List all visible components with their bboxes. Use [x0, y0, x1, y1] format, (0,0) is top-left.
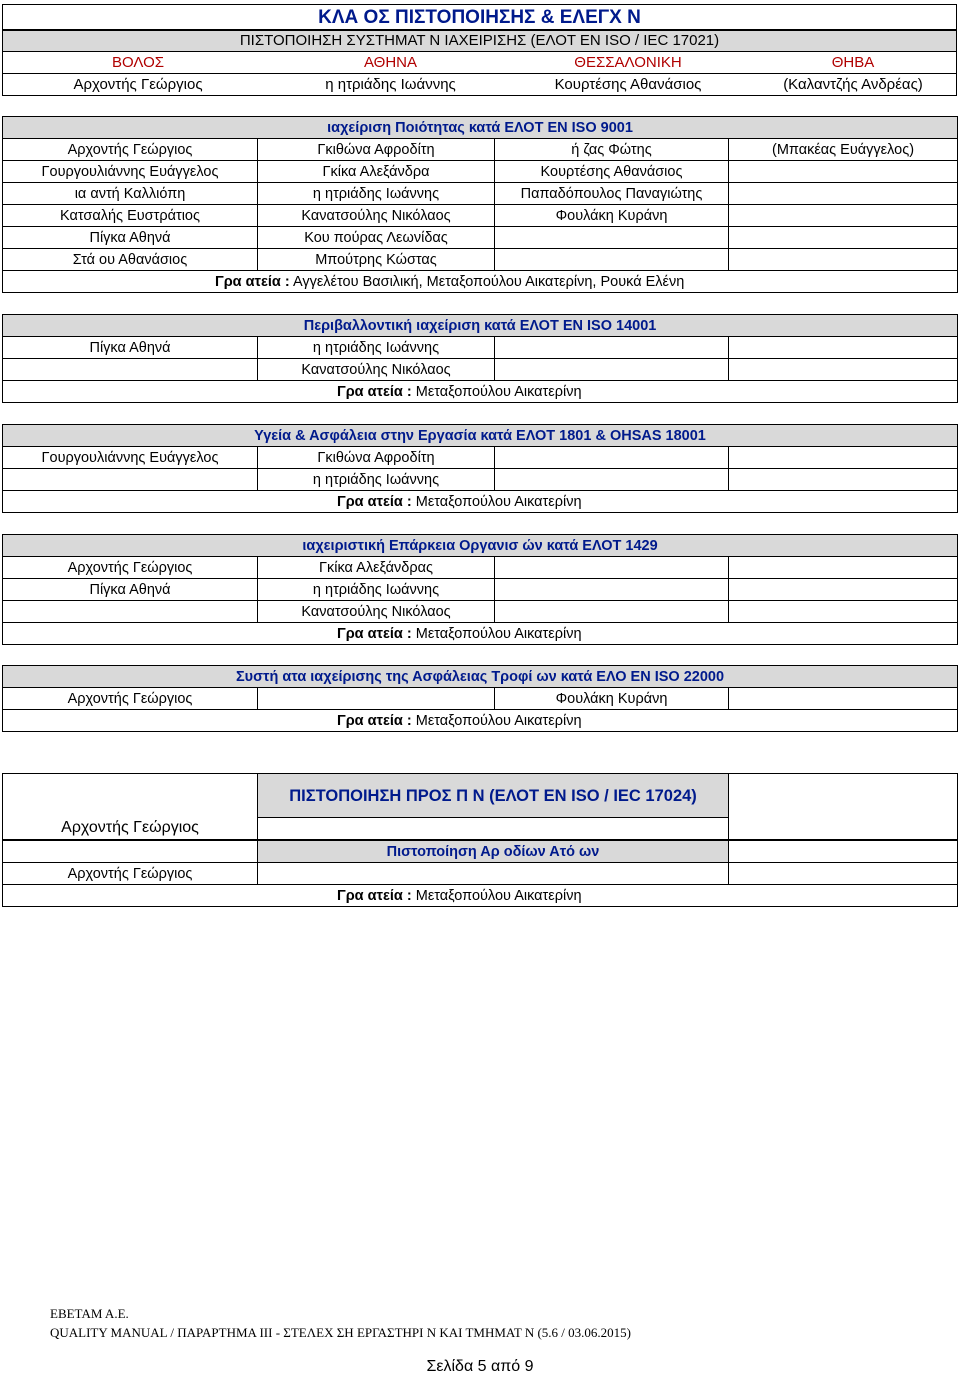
cell	[729, 227, 958, 249]
cell: Κουρτέσης Αθανάσιος	[495, 161, 729, 183]
cell	[3, 359, 258, 381]
cell	[729, 205, 958, 227]
table-row	[3, 469, 958, 491]
cell	[729, 774, 958, 840]
cell	[258, 818, 729, 840]
city-thiva: ΘΗΒΑ	[831, 54, 875, 71]
cell: Αρχοντής Γεώργιος	[3, 139, 258, 161]
table-row	[3, 601, 958, 623]
table-row	[3, 447, 958, 469]
cell: ή ζας Φώτης	[495, 139, 729, 161]
secretary-names: Μεταξοπούλου Αικατερίνη	[415, 625, 582, 642]
cell: Γκιθώνα Αφροδίτη	[258, 139, 495, 161]
section-iso22000	[2, 665, 958, 732]
cell	[258, 688, 495, 710]
secretary-label: Γρα ατεία :	[337, 493, 412, 510]
heads-row	[2, 74, 957, 96]
section-iso9001	[2, 116, 958, 293]
cell	[495, 359, 729, 381]
cell: ια αντή Καλλιόπη	[3, 183, 258, 205]
cell: Πίγκα Αθηνά	[3, 579, 258, 601]
cell: Μπούτρης Κώστας	[258, 249, 495, 271]
cell	[729, 249, 958, 271]
cell: Γκιθώνα Αφροδίτη	[258, 447, 495, 469]
head-athens: η ητριάδης Ιωάννης	[325, 76, 456, 93]
cell: Αρχοντής Γεώργιος	[3, 688, 258, 710]
cell	[3, 601, 258, 623]
cell: (Μπακέας Ευάγγελος)	[729, 139, 958, 161]
page-number: Σελίδα 5 από 9	[426, 1358, 534, 1375]
cell	[495, 579, 729, 601]
table-row	[3, 161, 958, 183]
section-title: ιαχείριση Ποιότητας κατά ΕΛΟΤ ΕΝ ISO 9001	[3, 117, 958, 139]
section-iso17024	[2, 773, 958, 840]
head-volos: Αρχοντής Γεώργιος	[73, 76, 203, 93]
section-title: Συστή ατα ιαχείρισης της Ασφάλειας Τροφί ων κατά ΕΛΟ ΕΝ ISO 22000	[3, 666, 958, 688]
cities-row	[2, 52, 957, 74]
cell	[495, 227, 729, 249]
cell	[729, 359, 958, 381]
secretary-names: Μεταξοπούλου Αικατερίνη	[415, 712, 582, 729]
secretary-names: Αγγελέτου Βασιλική, Μεταξοπούλου Αικατερίνη, Ρουκά Ελένη	[292, 273, 685, 290]
table-row	[3, 249, 958, 271]
section-persons	[2, 840, 958, 907]
table-row	[3, 337, 958, 359]
cell: Κανατσούλης Νικόλαος	[258, 205, 495, 227]
secretary-label: Γρα ατεία :	[337, 712, 412, 729]
cell	[729, 183, 958, 205]
cell	[3, 469, 258, 491]
secretary-label: Γρα ατεία :	[337, 383, 412, 400]
cell: Κανατσούλης Νικόλαος	[258, 359, 495, 381]
cell	[3, 841, 258, 863]
footer-line: QUALITY MANUAL / ΠΑΡΑΡΤΗΜΑ ΙΙΙ - ΣΤΕΛΕΧ ΣΗ ΕΡΓΑΣΤΗΡΙ Ν ΚΑΙ ΤΜΗΜΑΤ Ν (5.6 / 03.06.2015)	[50, 1325, 631, 1340]
cell: Γουργουλιάννης Ευάγγελος	[3, 447, 258, 469]
secretary-names: Μεταξοπούλου Αικατερίνη	[415, 493, 582, 510]
section-title: Πιστοποίηση Αρ οδίων Ατό ων	[258, 841, 729, 863]
table-row	[3, 183, 958, 205]
cell: Φουλάκη Κυράνη	[495, 205, 729, 227]
cell: Γκίκα Αλεξάνδρας	[258, 557, 495, 579]
city-thessaloniki: ΘΕΣΣΑΛΟΝΙΚΗ	[574, 54, 682, 71]
table-row	[3, 688, 958, 710]
city-volos: ΒΟΛΟΣ	[111, 54, 165, 71]
section-iso14001	[2, 314, 958, 403]
cell	[258, 863, 729, 885]
table-row	[3, 863, 958, 885]
cell: Κατσαλής Ευστράτιος	[3, 205, 258, 227]
secretary-label: Γρα ατεία :	[215, 273, 290, 290]
cell: η ητριάδης Ιωάννης	[258, 337, 495, 359]
secretary-row	[3, 491, 958, 513]
cell	[729, 447, 958, 469]
cell: Φουλάκη Κυράνη	[495, 688, 729, 710]
table-row	[3, 205, 958, 227]
cell: Παπαδόπουλος Παναγιώτης	[495, 183, 729, 205]
secretary-row	[3, 381, 958, 403]
cell	[729, 863, 958, 885]
cell: η ητριάδης Ιωάννης	[258, 469, 495, 491]
cell: Κανατσούλης Νικόλαος	[258, 601, 495, 623]
section-title: Υγεία & Ασφάλεια στην Εργασία κατά ΕΛΟΤ 1801 & OHSAS 18001	[3, 425, 958, 447]
table-row	[3, 139, 958, 161]
cell	[729, 688, 958, 710]
cell	[729, 601, 958, 623]
cell	[495, 249, 729, 271]
cell	[729, 469, 958, 491]
secretary-row	[3, 710, 958, 732]
cell	[495, 601, 729, 623]
cell: Κου πούρας Λεωνίδας	[258, 227, 495, 249]
section-title: ιαχειριστική Επάρκεια Οργανισ ών κατά ΕΛΟΤ 1429	[3, 535, 958, 557]
secretary-names: Μεταξοπούλου Αικατερίνη	[415, 887, 582, 904]
page-subtitle: ΠΙΣΤΟΠΟΙΗΣΗ ΣΥΣΤΗΜΑΤ Ν ΙΑΧΕΙΡΙΣΗΣ (ΕΛΟΤ ΕΝ ISO / IEC 17021)	[2, 30, 957, 52]
secretary-row	[3, 623, 958, 645]
secretary-label: Γρα ατεία :	[337, 625, 412, 642]
cell: Αρχοντής Γεώργιος	[3, 557, 258, 579]
section-elot1429	[2, 534, 958, 645]
cell	[729, 557, 958, 579]
cell: Γκίκα Αλεξάνδρα	[258, 161, 495, 183]
cell: Γουργουλιάννης Ευάγγελος	[3, 161, 258, 183]
table-row	[3, 359, 958, 381]
page-title: ΚΛΑ ΟΣ ΠΙΣΤΟΠΟΙΗΣΗΣ & ΕΛΕΓΧ Ν	[2, 4, 957, 30]
cell: η ητριάδης Ιωάννης	[258, 183, 495, 205]
cell	[495, 337, 729, 359]
section-title: Περιβαλλοντική ιαχείριση κατά ΕΛΟΤ ΕΝ ISO 14001	[3, 315, 958, 337]
secretary-row	[3, 271, 958, 293]
cell: η ητριάδης Ιωάννης	[258, 579, 495, 601]
secretary-label: Γρα ατεία :	[337, 887, 412, 904]
section-ohsas	[2, 424, 958, 513]
city-athens: ΑΘΗΝΑ	[363, 54, 418, 71]
head-thiva: (Καλαντζής Ανδρέας)	[783, 76, 923, 93]
secretary-names: Μεταξοπούλου Αικατερίνη	[415, 383, 582, 400]
section-title: ΠΙΣΤΟΠΟΙΗΣΗ ΠΡΟΣ Π Ν (ΕΛΟΤ ΕΝ ISO / IEC 17024)	[258, 774, 729, 818]
secretary-row	[3, 885, 958, 907]
cell: Στά ου Αθανάσιος	[3, 249, 258, 271]
cell	[495, 557, 729, 579]
cell	[729, 579, 958, 601]
cell	[495, 447, 729, 469]
cell	[729, 841, 958, 863]
cell: Πίγκα Αθηνά	[3, 337, 258, 359]
person-head: Αρχοντής Γεώργιος	[3, 774, 258, 840]
table-row	[3, 227, 958, 249]
header-block	[2, 4, 957, 96]
person-head: Αρχοντής Γεώργιος	[3, 863, 258, 885]
cell	[729, 337, 958, 359]
head-thessaloniki: Κουρτέσης Αθανάσιος	[554, 76, 702, 93]
cell: Πίγκα Αθηνά	[3, 227, 258, 249]
cell	[729, 161, 958, 183]
table-row	[3, 557, 958, 579]
footer-company: ΕΒΕΤΑΜ Α.Ε.	[50, 1306, 129, 1321]
cell	[495, 469, 729, 491]
table-row	[3, 579, 958, 601]
